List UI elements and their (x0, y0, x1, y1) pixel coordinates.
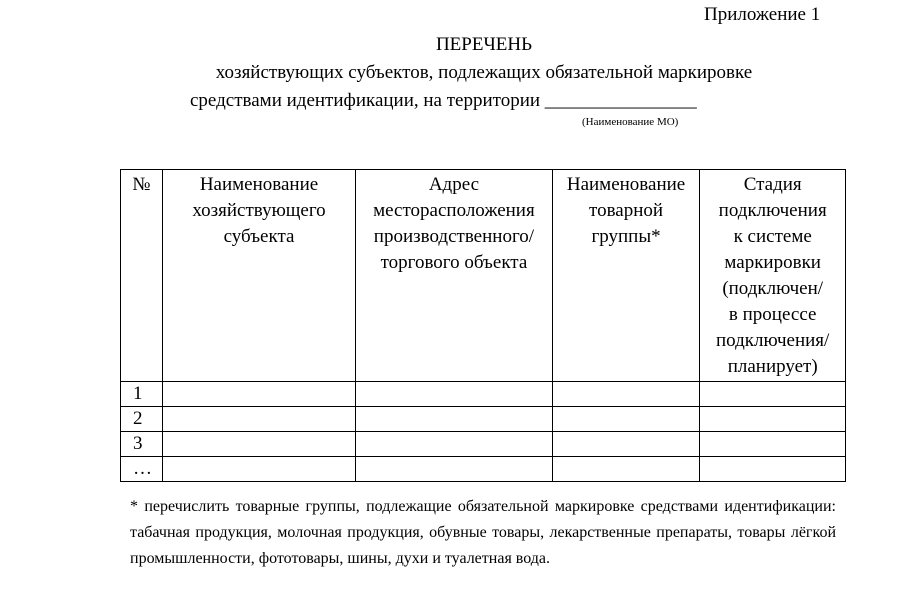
table-cell (356, 382, 553, 407)
document-title: ПЕРЕЧЕНЬ (435, 34, 533, 55)
subtitle-line-1: хозяйствующих субъектов, подлежащих обязательной маркировке (215, 62, 753, 83)
column-header-product-group: Наименование товарной группы* (552, 170, 700, 382)
table-cell (162, 457, 355, 482)
table-row (121, 457, 846, 482)
table-cell (700, 407, 846, 432)
table-cell (162, 407, 355, 432)
table-cell (552, 407, 700, 432)
table-cell (552, 432, 700, 457)
table-cell (700, 432, 846, 457)
table-cell (162, 382, 355, 407)
table-header-row (121, 170, 846, 382)
column-header-subject-name: Наименование хозяйствующего субъекта (162, 170, 355, 382)
row-number: 2 (121, 407, 163, 432)
subtitle-line-2: средствами идентификации, на территории ________________ (190, 90, 697, 111)
table-row (121, 407, 846, 432)
table-cell (552, 382, 700, 407)
mo-note: (Наименование МО) (582, 116, 679, 128)
appendix-label: Приложение 1 (704, 4, 821, 25)
table-row (121, 382, 846, 407)
subjects-table (120, 169, 846, 482)
footnote: * перечислить товарные группы, подлежащие обязательной маркировке средствами идентификации: табачная продукция, молочная продукция, обувные товары, лекарственные препараты, товары лёгкой промышленности, фототовары, шины, духи и туалетная вода. (130, 498, 836, 567)
column-header-address: Адрес месторасположения производственного/ торгового объекта (356, 170, 553, 382)
row-number: 1 (121, 382, 163, 407)
table-cell (700, 382, 846, 407)
table-cell (356, 432, 553, 457)
table-row (121, 432, 846, 457)
row-number: 3 (121, 432, 163, 457)
table-cell (700, 457, 846, 482)
row-number: … (121, 457, 163, 482)
table-cell (356, 457, 553, 482)
column-header-number: № (121, 170, 163, 382)
column-header-connection-stage: Стадия подключения к системе маркировки (подключен/ в процессе подключения/ планирует) (700, 170, 846, 382)
table-cell (162, 432, 355, 457)
table-cell (356, 407, 553, 432)
table-cell (552, 457, 700, 482)
